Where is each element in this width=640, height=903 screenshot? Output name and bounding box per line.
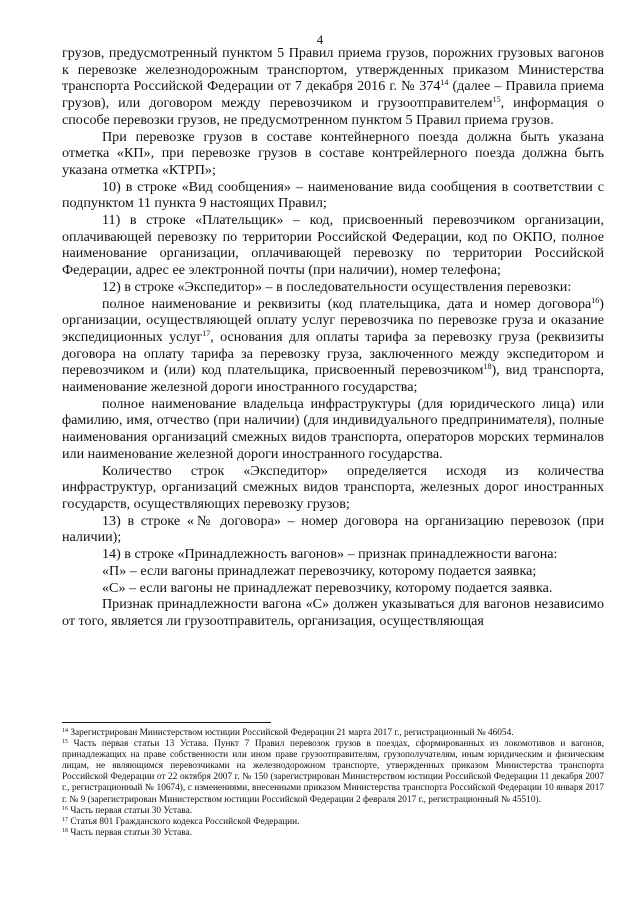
page-number: 4 bbox=[316, 32, 324, 47]
paragraph-text: «С» – если вагоны не принадлежат перевозчику, которому подается заявка. bbox=[102, 579, 553, 596]
footnote-mark: 15 bbox=[62, 739, 68, 746]
footnote-mark: 16 bbox=[62, 805, 68, 812]
body-paragraph bbox=[62, 45, 604, 129]
body-paragraph bbox=[62, 580, 604, 597]
footnote bbox=[62, 828, 604, 839]
paragraph-text: «П» – если вагоны принадлежат перевозчику, которому подается заявка; bbox=[102, 562, 537, 579]
paragraph-text: 11) в строке «Плательщик» – код, присвоенный перевозчиком организации, оплачивающей перевозку по территории Российской Федерации, код по ОКПО, полное наименование организации, оплачивающей перевозку по территории Российской Федерации, адрес ее электронной почты (при наличии), номер телефона; bbox=[62, 212, 604, 279]
footnote-reference: 18 bbox=[483, 362, 492, 372]
body-paragraph bbox=[62, 463, 604, 513]
body-paragraph bbox=[62, 513, 604, 546]
paragraph-text: , основания для оплаты тарифа за перевозку груза (реквизиты договора на оплату тарифа за перевозку груза, заключенного между экспедитором и перевозчиком и (или) код плательщика, присвоенный перевозчиком bbox=[62, 328, 604, 379]
footnote-text: Часть первая статьи 30 Устава. bbox=[68, 805, 193, 816]
body-paragraph bbox=[62, 396, 604, 463]
paragraph-text: ) организации, осуществляющей оплату услуг перевозчика по перевозке груза и оказание экспедиционных услуг bbox=[62, 295, 604, 345]
footnote bbox=[62, 806, 604, 817]
body-paragraph bbox=[62, 563, 604, 580]
footnote-text: Статья 801 Гражданского кодекса Российской Федерации. bbox=[68, 816, 300, 827]
paragraph-text: полное наименование и реквизиты (код плательщика, дата и номер договора bbox=[102, 295, 592, 312]
footnote-text: Зарегистрирован Министерством юстиции Российской Федерации 21 марта 2017 г., регистрационный № 46054. bbox=[68, 728, 514, 738]
footnote bbox=[62, 739, 604, 806]
footnote-reference: 17 bbox=[202, 328, 211, 338]
paragraph-text: (далее – Правила приема грузов), или договором между перевозчиком и грузоотправителем bbox=[62, 78, 604, 112]
footnote-text: Часть первая статьи 30 Устава. bbox=[68, 827, 193, 838]
footnote-mark: 18 bbox=[62, 827, 68, 834]
footnote-text: Часть первая статьи 13 Устава. Пункт 7 Правил перевозок грузов в поездах, сформированных из локомотивов и вагонов, принадлежащих на праве собственности или ином праве грузоотправителям, грузополучателям, иным юридическим и физическим лицам, не являющимся перевозчиками на железнодорожном транспорте, утвержденных приказом Министерства транспорта Российской Федерации от 22 октября 2007 г. № 150 (зарегистрирован Министерством юстиции Российской Федерации 11 декабря 2007 г., регистрационный № 10674), с изменениями, внесенными приказом Министерства транспорта Российской Федерации 10 января 2017 г. № 9 (зарегистрирован Министерством юстиции Российской Федерации 2 февраля 2017 г., регистрационный № 45510). bbox=[62, 739, 604, 805]
paragraph-text: Признак принадлежности вагона «С» должен указываться для вагонов независимо от того, является ли грузоотправитель, организация, осуществляющая bbox=[62, 596, 604, 629]
body-paragraph bbox=[62, 546, 604, 563]
paragraph-text: 13) в строке «№ договора» – номер договора на организацию перевозок (при наличии); bbox=[62, 512, 604, 546]
footnotes bbox=[62, 728, 604, 839]
paragraph-text: Количество строк «Экспедитор» определяется исходя из количества инфраструктур, организаций смежных видов транспорта, железных дорог иностранных государств, осуществляющих перевозку грузов; bbox=[62, 462, 604, 512]
footnote bbox=[62, 817, 604, 828]
paragraph-text: 12) в строке «Экспедитор» – в последовательности осуществления перевозки: bbox=[102, 278, 572, 295]
body-text bbox=[62, 45, 604, 630]
body-paragraph bbox=[62, 596, 604, 629]
paragraph-text: , информация о способе перевозки грузов, не предусмотренном пунктом 5 Правил приема грузов. bbox=[62, 95, 605, 128]
body-paragraph bbox=[62, 279, 604, 296]
body-paragraph bbox=[62, 296, 604, 396]
paragraph-text: ), вид транспорта, наименование железной дороги иностранного государства; bbox=[62, 362, 604, 396]
paragraph-text: грузов, предусмотренный пунктом 5 Правил приема грузов, порожних грузовых вагонов к перевозке железнодорожным транспортом, утвержденных приказом Министерства транспорта Российской Федерации от 7 декабря 2016 г. № 374 bbox=[62, 45, 604, 95]
paragraph-text: полное наименование владельца инфраструктуры (для юридического лица) или фамилию, имя, отчество (при наличии) (для индивидуального предпринимателя), полные наименования организаций смежных видов транспорта, операторов морских терминалов или наименование железной дороги иностранного государства. bbox=[62, 395, 604, 462]
body-paragraph bbox=[62, 212, 604, 279]
footnote bbox=[62, 728, 604, 739]
footnote-separator bbox=[62, 722, 271, 723]
footnote-reference: 15 bbox=[492, 95, 501, 105]
paragraph-text: 10) в строке «Вид сообщения» – наименование вида сообщения в соответствии с подпунктом 11 пункта 9 настоящих Правил; bbox=[62, 178, 604, 212]
paragraph-text: 14) в строке «Принадлежность вагонов» – признак принадлежности вагона: bbox=[102, 546, 558, 563]
body-paragraph bbox=[62, 179, 604, 212]
footnote-mark: 17 bbox=[62, 816, 68, 823]
footnote-reference: 16 bbox=[591, 295, 600, 305]
body-paragraph bbox=[62, 129, 604, 179]
footnote-reference: 14 bbox=[440, 78, 449, 88]
footnote-mark: 14 bbox=[62, 728, 68, 734]
paragraph-text: При перевозке грузов в составе контейнерного поезда должна быть указана отметка «КП», при перевозке грузов в составе контрейлерного поезда должна быть указана отметка «КТРП»; bbox=[62, 128, 604, 178]
